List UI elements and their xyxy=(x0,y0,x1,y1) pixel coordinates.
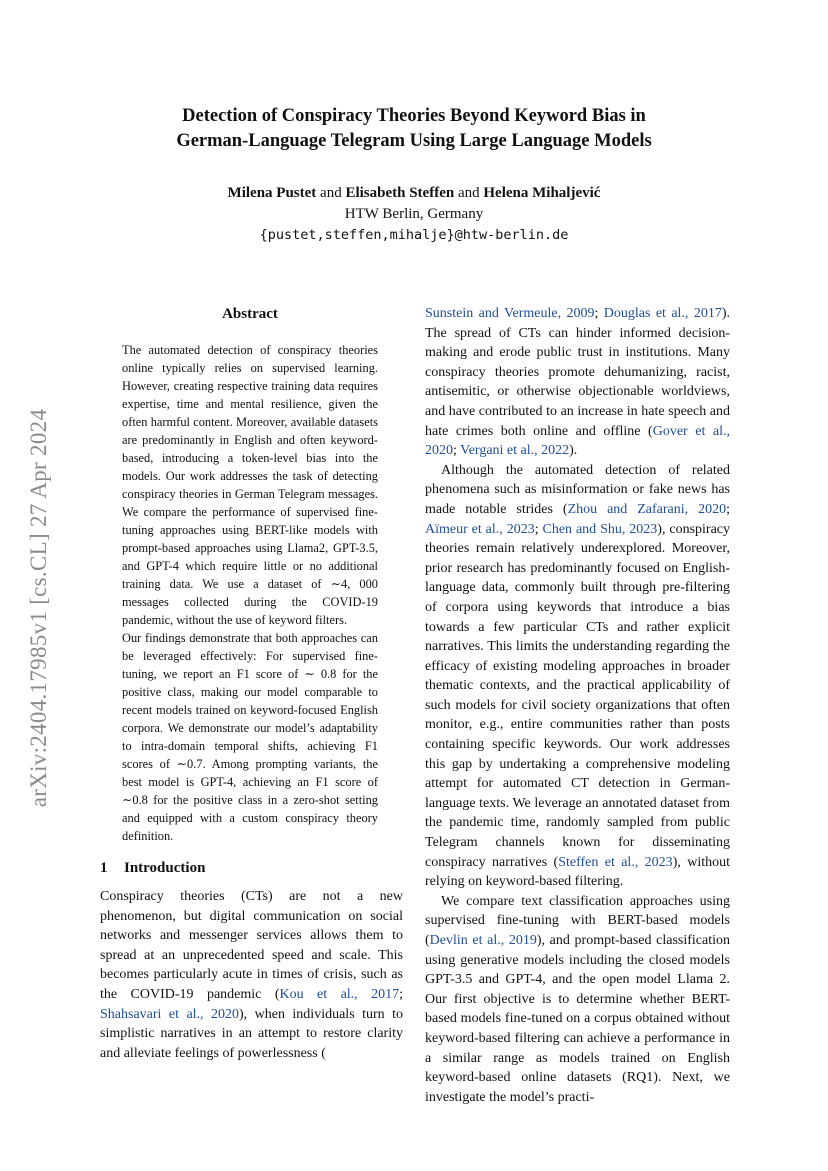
abstract-paragraph-1: The automated detection of conspiracy theories online typically relies on supervised learning. However, creating respective training data requires expertise, time and mental resilience, given the often harmful content. Moreover, available datasets are predominantly in English and often keyword-based, introducing a token-level bias into the models. Our work addresses the task of detecting conspiracy theories in German Telegram messages. We compare the performance of supervised fine-tuning approaches using BERT-like models with prompt-based approaches using Llama2, GPT-3.5, and GPT-4 which require little or no additional training data. We use a dataset of ∼4, 000 messages collected during the COVID-19 pandemic, without the use of keyword filters. xyxy=(122,343,378,627)
author-separator: and xyxy=(457,185,480,201)
citation-link[interactable]: Zhou and Zafarani, 2020 xyxy=(567,501,727,517)
section-title: Introduction xyxy=(124,860,206,876)
author-name: Helena Mihaljević xyxy=(483,185,601,201)
introduction-column-left xyxy=(100,887,403,1063)
author-block xyxy=(120,183,708,246)
author-name: Elisabeth Steffen xyxy=(345,185,455,201)
abstract-body xyxy=(122,341,378,629)
section-number: 1 xyxy=(100,860,108,876)
section-heading-introduction xyxy=(100,860,205,877)
intro-paragraph-1-carryover: Sunstein and Vermeule, 2009; Douglas et al., 2017). The spread of CTs can hinder informed decision-making and erode public trust in institutions. Many conspiracy theories promote dehumanizing, racist, antisemitic, or otherwise objectionable worldviews, and have contributed to an increase in hate speech and hate crimes both online and offline (Gover et al., 2020; Vergani et al., 2022). xyxy=(425,306,730,459)
abstract-paragraph-2: Our findings demonstrate that both approaches can be leveraged effectively: For supervised fine-tuning, we report an F1 score of ∼ 0.8 for the positive class, making our model comparable to recent models trained on keyword-focused English corpora. We demonstrate our model’s adaptability to intra-domain temporal shifts, achieving F1 scores of ∼0.7. Among prompting variants, the best model is GPT-4, achieving an F1 score of ∼0.8 for the positive class in a zero-shot setting and equipped with a custom conspiracy theory definition. xyxy=(122,631,378,843)
abstract-body-continued xyxy=(122,629,378,845)
intro-paragraph-1: Conspiracy theories (CTs) are not a new phenomenon, but digital communication on social networks and messenger services allows them to spread at an unprecedented speed and scale. This becomes particularly acute in times of crisis, such as the COVID-19 pandemic (Kou et al., 2017; Shahsavari et al., 2020), when individuals turn to simplistic narratives in an attempt to restore clarity and alleviate feelings of powerlessness ( xyxy=(100,889,403,1061)
introduction-column-right xyxy=(425,304,730,1107)
abstract-heading: Abstract xyxy=(222,306,278,322)
title-line-2: German-Language Telegram Using Large Language Models xyxy=(176,131,652,151)
citation-link[interactable]: Sunstein and Vermeule, 2009 xyxy=(425,306,595,321)
affiliation: HTW Berlin, Germany xyxy=(344,206,484,222)
title-line-1: Detection of Conspiracy Theories Beyond Keyword Bias in xyxy=(182,106,646,126)
citation-link[interactable]: Steffen et al., 2023 xyxy=(558,854,673,870)
citation-link[interactable]: Chen and Shu, 2023 xyxy=(542,521,658,537)
citation-link[interactable]: Shahsavari et al., 2020 xyxy=(100,1006,240,1022)
arxiv-identifier xyxy=(16,365,62,850)
author-separator: and xyxy=(320,185,342,201)
intro-paragraph-3: We compare text classification approaches using supervised fine-tuning with BERT-based models (Devlin et al., 2019), and prompt-based classification using generative models including the closed models GPT-3.5 and GPT-4, and the open model Llama 2. Our first objective is to determine whether BERT-based models fine-tuned on a corpus obtained without keyword-based filtering can achieve a performance in a similar range as models trained on English keyword-based online datasets (RQ1). Next, we investigate the model’s practi- xyxy=(425,893,731,1105)
author-email: {pustet,steffen,mihalje}@htw-berlin.de xyxy=(259,227,569,243)
citation-link[interactable]: Douglas et al., 2017 xyxy=(603,306,722,321)
intro-paragraph-2: Although the automated detection of related phenomena such as misinformation or fake news has made notable strides (Zhou and Zafarani, 2020; Aïmeur et al., 2023; Chen and Shu, 2023), conspiracy theories remain relatively underexplored. Moreover, prior research has predominantly focused on English-language data, commonly built through pre-filtering of corpora using keywords that introduce a bias towards a few particular CTs and rather explicit narratives. This limits the understanding regarding the efficacy of existing modeling approaches in broader thematic contexts, and the practical applicability of such models for civil society organizations that often monitor, e.g., entire communities rather than posts containing specific keywords. Our work addresses this gap by undertaking a comprehensive modeling attempt for automated CT detection in German-language texts. We leverage an annotated dataset from the pandemic time, randomly sampled from public Telegram channels known for disseminating conspiracy narratives (Steffen et al., 2023), without relying on keyword-based filtering. xyxy=(425,462,730,890)
paper-title xyxy=(120,104,708,154)
citation-link[interactable]: Vergani et al., 2022 xyxy=(460,443,570,459)
citation-link[interactable]: Kou et al., 2017 xyxy=(279,986,400,1002)
arxiv-identifier-text: arXiv:2404.17985v1 [cs.CL] 27 Apr 2024 xyxy=(26,408,51,807)
citation-link[interactable]: Aïmeur et al., 2023 xyxy=(425,521,535,537)
author-name: Milena Pustet xyxy=(227,185,317,201)
author-names xyxy=(120,183,708,204)
citation-link[interactable]: Devlin et al., 2019 xyxy=(429,933,537,948)
citation-link[interactable]: Gover et al., 2020 xyxy=(425,423,730,459)
